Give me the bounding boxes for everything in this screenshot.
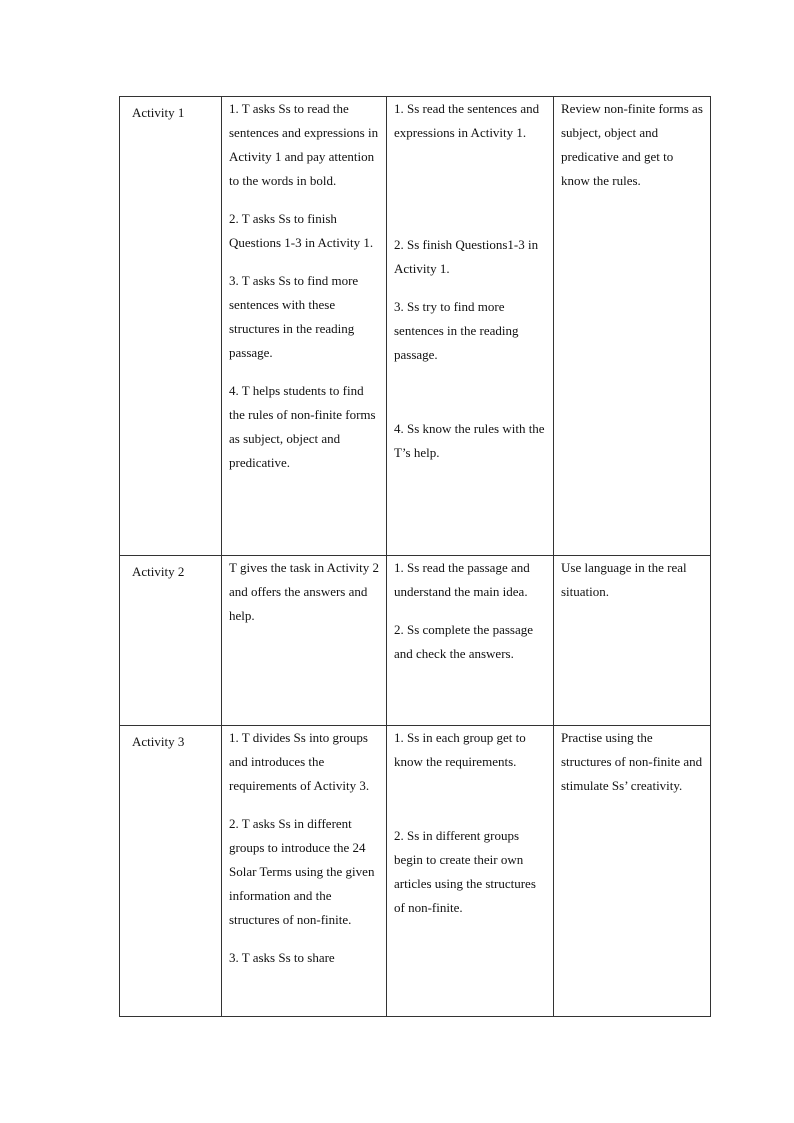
activity-label: Activity 3	[120, 726, 222, 1017]
teacher-step: 1. T divides Ss into groups and introduces the requirements of Activity 3.	[229, 730, 370, 793]
teacher-step: 2. T asks Ss in different groups to introduce the 24 Solar Terms using the given information and the structures of non-finite.	[229, 816, 375, 927]
table-row	[120, 726, 711, 1017]
teacher-activities-cell	[222, 97, 387, 556]
table-row	[120, 556, 711, 726]
activity-label: Activity 2	[120, 556, 222, 726]
activity-label: Activity 1	[120, 97, 222, 556]
teacher-step: 3. T asks Ss to share	[229, 950, 335, 965]
student-step: 4. Ss know the rules with the T’s help.	[394, 421, 545, 460]
teacher-activities-cell	[222, 556, 387, 726]
student-step: 2. Ss in different groups begin to create their own articles using the structures of non-finite.	[394, 828, 536, 915]
student-step: 1. Ss read the passage and understand the main idea.	[394, 560, 530, 599]
teacher-step: T gives the task in Activity 2 and offers the answers and help.	[229, 560, 379, 623]
student-activities-cell	[387, 556, 554, 726]
student-activities-cell	[387, 726, 554, 1017]
purpose-cell: Use language in the real situation.	[554, 556, 711, 726]
purpose-cell: Review non-finite forms as subject, object and predicative and get to know the rules.	[554, 97, 711, 556]
purpose-cell: Practise using the structures of non-finite and stimulate Ss’ creativity.	[554, 726, 711, 1017]
teacher-activities-cell	[222, 726, 387, 1017]
teacher-step: 4. T helps students to find the rules of non-finite forms as subject, object and predicative.	[229, 383, 376, 470]
table-row	[120, 97, 711, 556]
teacher-step: 1. T asks Ss to read the sentences and expressions in Activity 1 and pay attention to the words in bold.	[229, 101, 379, 188]
student-step: 1. Ss in each group get to know the requirements.	[394, 730, 526, 769]
lesson-plan-table	[119, 96, 711, 1017]
teacher-step: 2. T asks Ss to finish Questions 1-3 in Activity 1.	[229, 211, 374, 250]
student-step: 1. Ss read the sentences and expressions in Activity 1.	[394, 101, 540, 140]
student-activities-cell	[387, 97, 554, 556]
teacher-step: 3. T asks Ss to find more sentences with these structures in the reading passage.	[229, 273, 359, 360]
student-step: 3. Ss try to find more sentences in the reading passage.	[394, 299, 519, 362]
student-step: 2. Ss complete the passage and check the answers.	[394, 622, 533, 661]
student-step: 2. Ss finish Questions1-3 in Activity 1.	[394, 237, 539, 276]
